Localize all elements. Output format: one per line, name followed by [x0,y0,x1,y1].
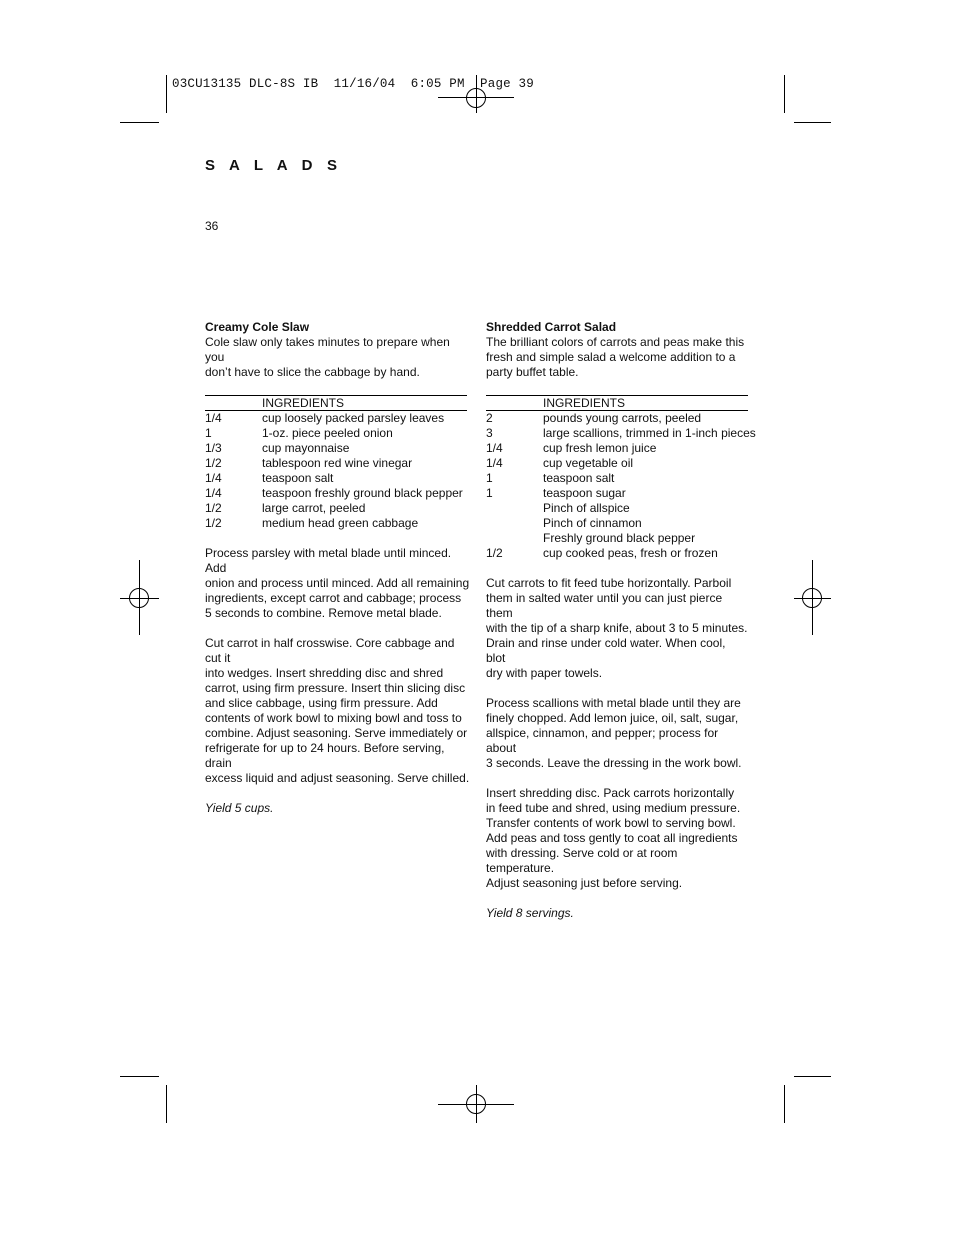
ingredient-item: 1-oz. piece peeled onion [262,426,393,440]
ingredient-row [205,411,467,426]
ingredient-row [486,426,756,441]
ingredient-row [205,426,467,441]
ingredient-qty: 1/2 [205,501,222,515]
ingredient-qty: 1/4 [486,456,503,470]
recipe-step: Cut carrot in half crosswise. Core cabbage and cut it into wedges. Insert shredding disc and shred carrot, using firm pressure. Insert thin slicing disc and slice cabbage, using firm pressure. Add contents of work bowl to mixing bowl and toss to combine. Adjust seasoning. Serve immediately or refrigerate for up to 24 hours. Before serving, drain excess liquid and adjust seasoning. Serve chilled. [205,636,470,785]
ingredient-item: Pinch of cinnamon [543,516,642,530]
ingredient-qty [486,501,543,516]
ingredient-row [486,456,748,471]
ingredient-item: tablespoon red wine vinegar [262,456,413,470]
ingredient-row [486,471,748,486]
crop-mark-top-right-h [794,122,831,123]
ingredient-item: cup cooked peas, fresh or frozen [543,546,718,560]
ingredient-qty: 1/4 [205,411,222,425]
ingredient-item: large carrot, peeled [262,501,366,515]
ingredient-item: medium head green cabbage [262,516,419,530]
ingredient-qty [486,516,543,531]
ingredients-header: INGREDIENTS [486,396,748,411]
ingredient-qty: 1/2 [205,456,222,470]
ingredient-item: Freshly ground black pepper [543,531,696,545]
ingredient-qty: 1/3 [205,441,222,455]
recipe-step: Cut carrots to fit feed tube horizontally. Parboil them in salted water until you can just pierce them with the tip of a sharp knife, about 3 to 5 minutes. Drain and rinse under cold water. When cool, blot dry with paper towels. [486,576,748,680]
ingredient-qty: 1 [486,486,493,500]
ingredient-row [205,456,467,471]
recipe-yield: Yield 5 cups. [205,801,274,815]
ingredient-item: teaspoon sugar [543,486,626,500]
ingredient-row [486,441,748,456]
ingredient-item: cup fresh lemon juice [543,441,657,455]
ingredient-row [486,546,748,561]
ingredient-item: cup mayonnaise [262,441,350,455]
section-title: S A L A D S [205,157,343,174]
ingredient-row [486,516,748,531]
ingredient-item: cup loosely packed parsley leaves [262,411,445,425]
ingredient-qty: 1 [205,426,212,440]
ingredient-item: Pinch of allspice [543,501,630,515]
recipe-step: Process parsley with metal blade until minced. Add onion and process until minced. Add all remaining ingredients, except carrot and cabbage; process 5 seconds to combine. Remove metal blade. [205,546,470,620]
ingredient-row [486,411,748,426]
ingredient-item: cup vegetable oil [543,456,634,470]
recipe-title: Creamy Cole Slaw [205,320,310,334]
page-number: 36 [205,219,219,233]
ingredient-qty: 1/4 [205,471,222,485]
ingredient-item: teaspoon salt [543,471,615,485]
ingredient-row [205,501,467,516]
recipe-intro: The brilliant colors of carrots and peas make this fresh and simple salad a welcome addition to a party buffet table. [486,335,745,379]
crop-mark-top-right-v [784,75,785,113]
recipe-intro: Cole slaw only takes minutes to prepare when you don’t have to slice the cabbage by hand. [205,335,450,379]
recipe-step: Process scallions with metal blade until they are finely chopped. Add lemon juice, oil, salt, sugar, allspice, cinnamon, and pepper; process for about 3 seconds. Leave the dressing in the work bowl. [486,696,742,770]
ingredient-row [205,486,467,501]
crop-mark-bottom-left-v [166,1085,167,1123]
ingredient-row [486,501,748,516]
recipe-title: Shredded Carrot Salad [486,320,617,334]
crop-mark-bottom-left-h [120,1076,159,1077]
ingredient-row [205,441,467,456]
recipe-yield: Yield 8 servings. [486,906,574,920]
ingredient-item: teaspoon freshly ground black pepper [262,486,463,500]
ingredient-row [486,486,748,501]
crop-mark-bottom-right-v [784,1085,785,1123]
ingredients-header: INGREDIENTS [205,396,467,411]
ingredient-qty: 1/4 [486,441,503,455]
ingredient-qty: 1/2 [205,516,222,530]
crop-mark-bottom-right-h [794,1076,831,1077]
ingredients-table [205,395,467,531]
ingredient-row [486,531,748,546]
ingredient-qty: 1/4 [205,486,222,500]
ingredient-item: teaspoon salt [262,471,334,485]
recipe-shredded-carrot-salad [486,320,756,921]
crop-mark-top-left-v [166,75,167,113]
ingredients-table [486,395,756,561]
ingredient-item: pounds young carrots, peeled [543,411,702,425]
ingredient-item: large scallions, trimmed in 1-inch pieces [543,426,756,440]
ingredient-qty: 1/2 [486,546,503,560]
ingredient-qty: 3 [486,426,493,440]
ingredient-qty: 1 [486,471,493,485]
ingredient-row [205,471,467,486]
ingredient-row [205,516,467,531]
crop-mark-top-left-h [120,122,159,123]
recipe-creamy-cole-slaw [205,320,470,816]
print-slug: 03CU13135 DLC-8S IB 11/16/04 6:05 PM Page 39 [172,77,534,91]
ingredient-qty [486,531,543,546]
ingredient-qty: 2 [486,411,493,425]
recipe-step: Insert shredding disc. Pack carrots horizontally in feed tube and shred, using medium pressure. Transfer contents of work bowl to serving bowl. Add peas and toss gently to coat all ingredients with dressing. Serve cold or at room temperature. Adjust seasoning just before serving. [486,786,741,890]
